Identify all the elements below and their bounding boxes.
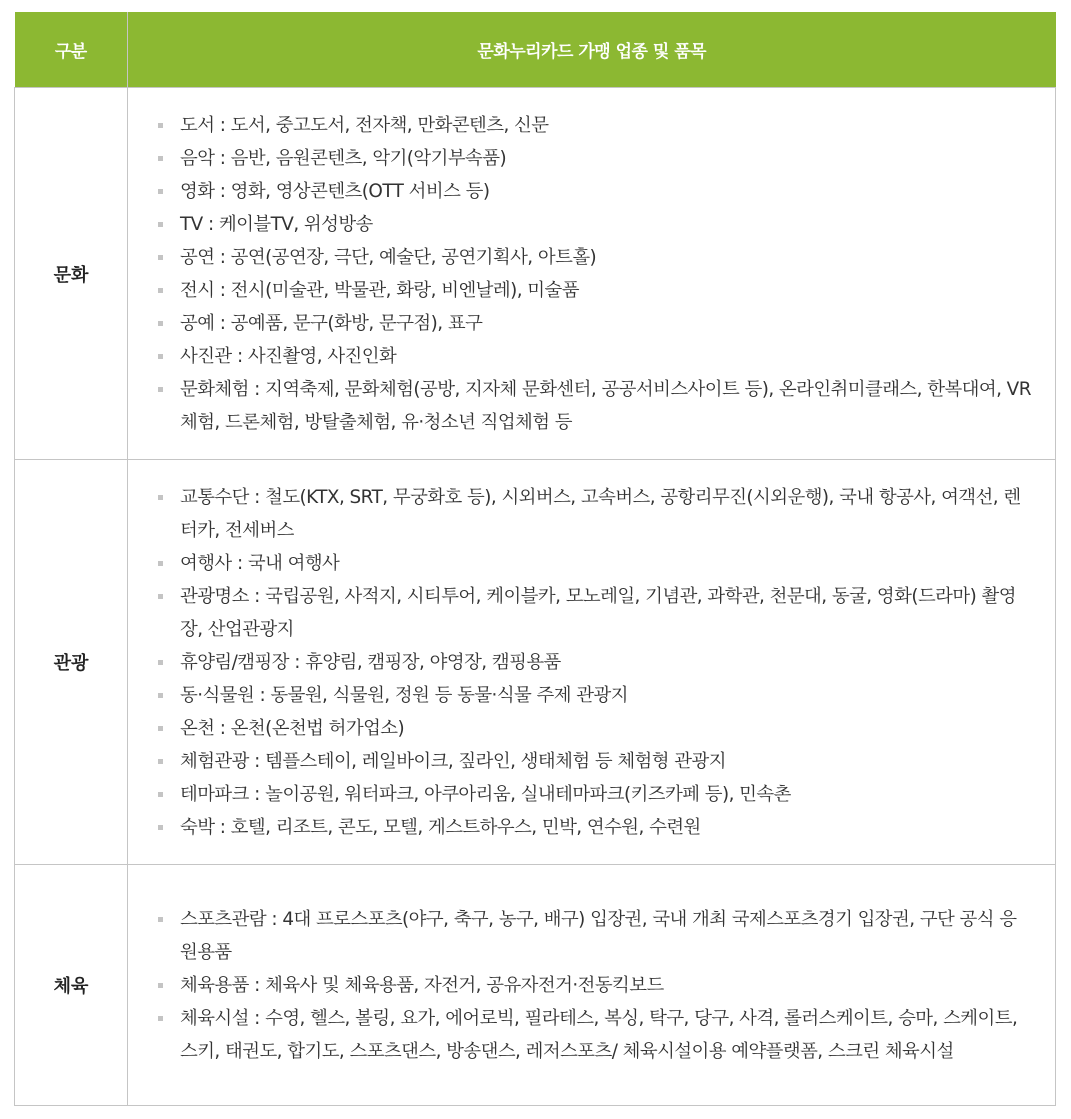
table-row-culture [15, 88, 1056, 460]
list-item [153, 646, 1055, 679]
square-bullet-icon [158, 660, 163, 665]
list-item-text: 온천 : 온천(온천법 허가업소) [180, 717, 405, 739]
list-item-text: 관광명소 : 국립공원, 사적지, 시티투어, 케이블카, 모노레일, 기념관, 과학관, 천문대, 동굴, 영화(드라마) 촬영장, 산업관광지 [180, 585, 1016, 640]
list-item-text: 스포츠관람 : 4대 프로스포츠(야구, 축구, 농구, 배구) 입장권, 국내 개최 국제스포츠경기 입장권, 구단 공식 응원용품 [180, 908, 1017, 963]
items-cell [128, 865, 1056, 1106]
table-row-tourism [15, 460, 1056, 865]
list-item-text: 여행사 : 국내 여행사 [180, 552, 340, 574]
square-bullet-icon [158, 594, 163, 599]
list-item-text: 체육시설 : 수영, 헬스, 볼링, 요가, 에어로빅, 필라테스, 복싱, 탁구, 당구, 사격, 롤러스케이트, 승마, 스케이트, 스키, 태권도, 합기도, 스포츠댄스, 방송댄스, 레저스포츠/ 체육시설이용 예약플랫폼, 스크린 체육시설 [180, 1007, 1018, 1062]
square-bullet-icon [158, 495, 163, 500]
square-bullet-icon [158, 354, 163, 359]
square-bullet-icon [158, 288, 163, 293]
square-bullet-icon [158, 825, 163, 830]
list-item-text: 교통수단 : 철도(KTX, SRT, 무궁화호 등), 시외버스, 고속버스, 공항리무진(시외운행), 국내 항공사, 여객선, 렌터카, 전세버스 [180, 486, 1021, 541]
list-item-text: 공연 : 공연(공연장, 극단, 예술단, 공연기획사, 아트홀) [180, 247, 597, 268]
square-bullet-icon [158, 156, 163, 161]
square-bullet-icon [158, 387, 163, 392]
list-item-text: 전시 : 전시(미술관, 박물관, 화랑, 비엔날레), 미술품 [180, 280, 579, 301]
square-bullet-icon [158, 123, 163, 128]
items-cell [128, 88, 1056, 460]
header-content: 문화누리카드 가맹 업종 및 품목 [128, 12, 1056, 88]
list-item [153, 745, 1055, 778]
list-item [153, 547, 1055, 580]
list-item [153, 481, 1055, 547]
square-bullet-icon [158, 189, 163, 194]
list-item [153, 1002, 1055, 1068]
list-item-text: 음악 : 음반, 음원콘텐츠, 악기(악기부속품) [180, 148, 507, 169]
item-list [128, 108, 1055, 439]
category-cell: 문화 [15, 88, 128, 460]
list-item-text: 휴양림/캠핑장 : 휴양림, 캠핑장, 야영장, 캠핑용품 [180, 651, 561, 673]
list-item [153, 811, 1055, 844]
table-row-sports [15, 865, 1056, 1106]
list-item [153, 778, 1055, 811]
square-bullet-icon [158, 561, 163, 566]
header-category: 구분 [15, 12, 128, 88]
list-item [153, 340, 1055, 373]
category-cell: 체육 [15, 865, 128, 1106]
list-item [153, 274, 1055, 307]
list-item-text: 공예 : 공예품, 문구(화방, 문구점), 표구 [180, 313, 483, 334]
square-bullet-icon [158, 792, 163, 797]
square-bullet-icon [158, 726, 163, 731]
item-list [128, 481, 1055, 844]
square-bullet-icon [158, 1016, 163, 1021]
list-item [153, 580, 1055, 646]
list-item [153, 307, 1055, 340]
list-item [153, 679, 1055, 712]
list-item-text: 동·식물원 : 동물원, 식물원, 정원 등 동물·식물 주제 관광지 [180, 684, 628, 706]
list-item-text: 체험관광 : 템플스테이, 레일바이크, 짚라인, 생태체험 등 체험형 관광지 [180, 750, 726, 772]
list-item [153, 969, 1055, 1002]
list-item [153, 109, 1055, 142]
list-item [153, 142, 1055, 175]
item-list [128, 903, 1055, 1068]
list-item-text: 사진관 : 사진촬영, 사진인화 [180, 346, 397, 367]
merchant-category-table [14, 12, 1056, 1106]
list-item-text: 도서 : 도서, 중고도서, 전자책, 만화콘텐츠, 신문 [180, 115, 549, 136]
square-bullet-icon [158, 255, 163, 260]
square-bullet-icon [158, 321, 163, 326]
list-item-text: 문화체험 : 지역축제, 문화체험(공방, 지자체 문화센터, 공공서비스사이트 등), 온라인취미클래스, 한복대여, VR체험, 드론체험, 방탈출체험, 유·청소년 직업체험 등 [180, 379, 1031, 433]
square-bullet-icon [158, 917, 163, 922]
square-bullet-icon [158, 759, 163, 764]
list-item [153, 175, 1055, 208]
items-cell [128, 460, 1056, 865]
list-item [153, 241, 1055, 274]
list-item-text: TV : 케이블TV, 위성방송 [180, 214, 373, 235]
square-bullet-icon [158, 693, 163, 698]
category-cell: 관광 [15, 460, 128, 865]
list-item [153, 712, 1055, 745]
table-header-row [15, 12, 1056, 88]
list-item [153, 903, 1055, 969]
list-item-text: 테마파크 : 놀이공원, 워터파크, 아쿠아리움, 실내테마파크(키즈카페 등), 민속촌 [180, 783, 791, 805]
list-item-text: 숙박 : 호텔, 리조트, 콘도, 모텔, 게스트하우스, 민박, 연수원, 수련원 [180, 816, 701, 838]
list-item-text: 영화 : 영화, 영상콘텐츠(OTT 서비스 등) [180, 181, 490, 202]
list-item [153, 373, 1055, 439]
square-bullet-icon [158, 983, 163, 988]
list-item-text: 체육용품 : 체육사 및 체육용품, 자전거, 공유자전거·전동킥보드 [180, 974, 664, 996]
square-bullet-icon [158, 222, 163, 227]
list-item [153, 208, 1055, 241]
